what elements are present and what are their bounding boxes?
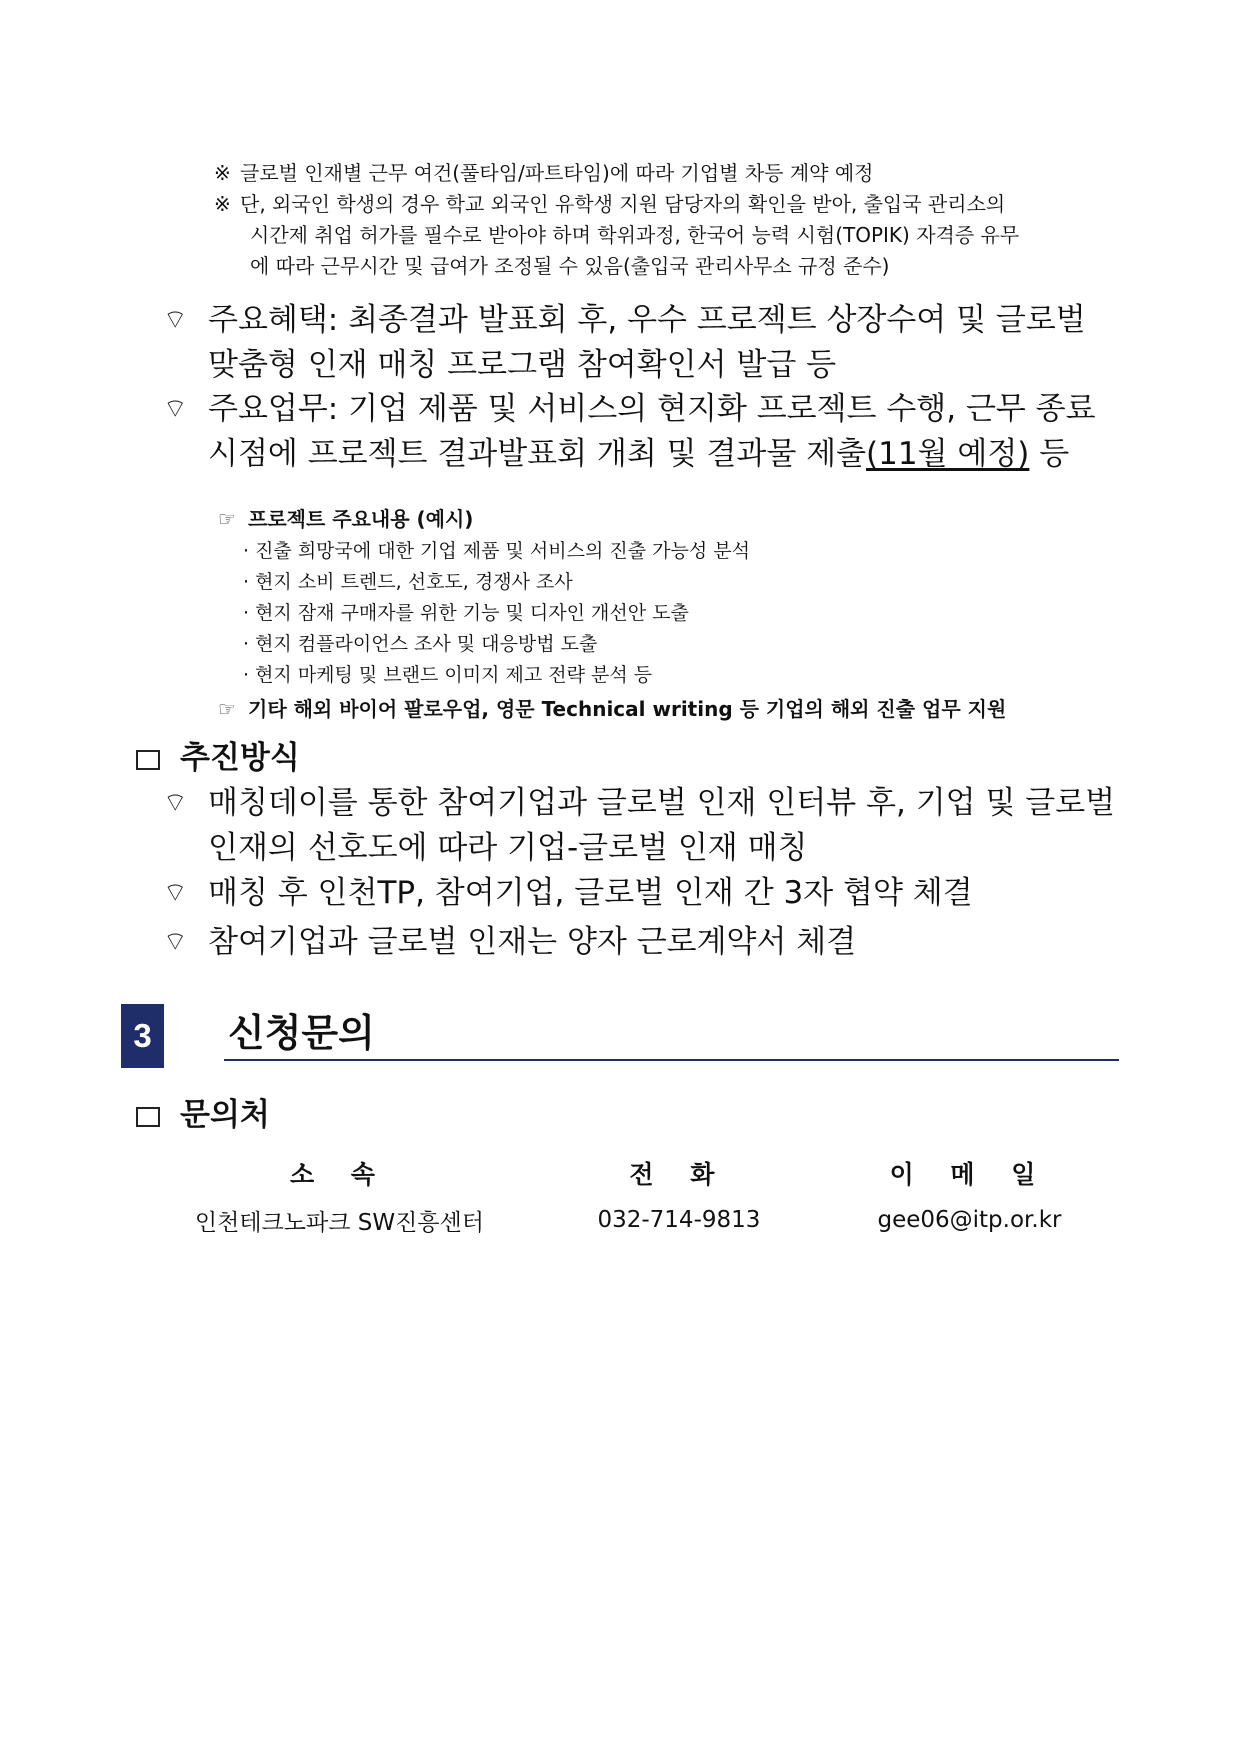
pointing-hand-icon: ☞ — [218, 507, 236, 531]
square-bullet-icon — [136, 750, 160, 770]
note-text: 에 따라 근무시간 및 급여가 조정될 수 있음(출입국 관리사무소 규정 준수) — [250, 254, 890, 278]
bullet-icon: ⌔ — [163, 788, 188, 818]
list-item: · 현지 마케팅 및 브랜드 이미지 제고 전략 분석 등 — [243, 664, 653, 686]
duties-deadline: (11월 예정) — [866, 436, 1030, 472]
benefits-text: 주요혜택: 최종결과 발표회 후, 우수 프로젝트 상장수여 및 글로벌 — [208, 302, 1086, 338]
bullet-icon: ⌔ — [163, 927, 188, 957]
duties-text: 주요업무: 기업 제품 및 서비스의 현지화 프로젝트 수행, 근무 종료 — [208, 391, 1096, 427]
bullet-icon: ⌔ — [163, 305, 188, 335]
method-text: 참여기업과 글로벌 인재는 양자 근로계약서 체결 — [208, 924, 857, 960]
method-text: 매칭데이를 통한 참여기업과 글로벌 인재 인터뷰 후, 기업 및 글로벌 — [208, 785, 1116, 821]
duties-text — [163, 432, 1123, 477]
affiliation-cell: 인천테크노파크 SW진흥센터 — [194, 1209, 484, 1236]
list-item: · 현지 소비 트렌드, 선호도, 경쟁사 조사 — [243, 571, 573, 593]
benefits-text: 맞춤형 인재 매칭 프로그램 참여확인서 발급 등 — [208, 347, 837, 383]
method-item — [163, 871, 1123, 916]
contact-title: 문의처 — [180, 1097, 270, 1133]
bullet-icon: ⌔ — [163, 394, 188, 424]
method-text: 매칭 후 인천TP, 참여기업, 글로벌 인재 간 3자 협약 체결 — [208, 875, 973, 911]
square-bullet-icon — [136, 1107, 160, 1127]
column-header-affiliation: 소 속 — [289, 1160, 389, 1189]
reference-mark: ※ — [214, 161, 231, 185]
section-title: 신청문의 — [228, 1011, 375, 1055]
pointing-hand-icon: ☞ — [218, 697, 236, 721]
method-item — [163, 781, 1123, 871]
table-header-row — [140, 1150, 1120, 1196]
reference-mark: ※ — [214, 192, 231, 216]
project-title: 프로젝트 주요내용 (예시) — [248, 507, 474, 531]
list-item: · 현지 컴플라이언스 조사 및 대응방법 도출 — [243, 633, 598, 655]
column-header-phone: 전 화 — [629, 1160, 729, 1189]
phone-cell: 032-714-9813 — [597, 1207, 761, 1233]
method-item — [163, 920, 1123, 965]
table-row — [140, 1196, 1120, 1244]
benefits-item — [163, 298, 1123, 388]
list-item: · 현지 잠재 구매자를 위한 기능 및 디자인 개선안 도출 — [243, 602, 689, 624]
contact-heading — [136, 1093, 270, 1137]
method-text: 인재의 선호도에 따라 기업-글로벌 인재 매칭 — [208, 830, 808, 866]
project-extra — [218, 694, 1006, 724]
contact-table — [140, 1150, 1120, 1244]
email-cell: gee06@itp.or.kr — [877, 1207, 1062, 1233]
note-foreign-student — [214, 189, 1114, 282]
column-header-email: 이 메 일 — [889, 1160, 1050, 1189]
method-title: 추진방식 — [180, 740, 300, 776]
bullet-icon: ⌔ — [163, 878, 188, 908]
method-heading — [136, 736, 300, 780]
section-divider — [224, 1059, 1119, 1061]
note-text: 단, 외국인 학생의 경우 학교 외국인 유학생 지원 담당자의 확인을 받아, 출입국 관리소의 — [240, 192, 1006, 216]
note-contract — [214, 158, 1114, 189]
note-text: 시간제 취업 허가를 필수로 받아야 하며 학위과정, 한국어 능력 시험(TOPIK) 자격증 유무 — [250, 223, 1020, 247]
project-extra-text: 기타 해외 바이어 팔로우업, 영문 Technical writing 등 기업의 해외 진출 업무 지원 — [248, 697, 1007, 721]
duties-text-a: 시점에 프로젝트 결과발표회 개최 및 결과물 제출 — [208, 436, 867, 472]
section-number: 3 — [121, 1004, 164, 1068]
list-item: · 진출 희망국에 대한 기업 제품 및 서비스의 진출 가능성 분석 — [243, 540, 750, 562]
duties-text-b: 등 — [1029, 436, 1070, 472]
note-text: 글로벌 인재별 근무 여건(풀타임/파트타임)에 따라 기업별 차등 계약 예정 — [240, 161, 874, 185]
project-heading — [218, 504, 473, 534]
duties-item — [163, 387, 1123, 477]
